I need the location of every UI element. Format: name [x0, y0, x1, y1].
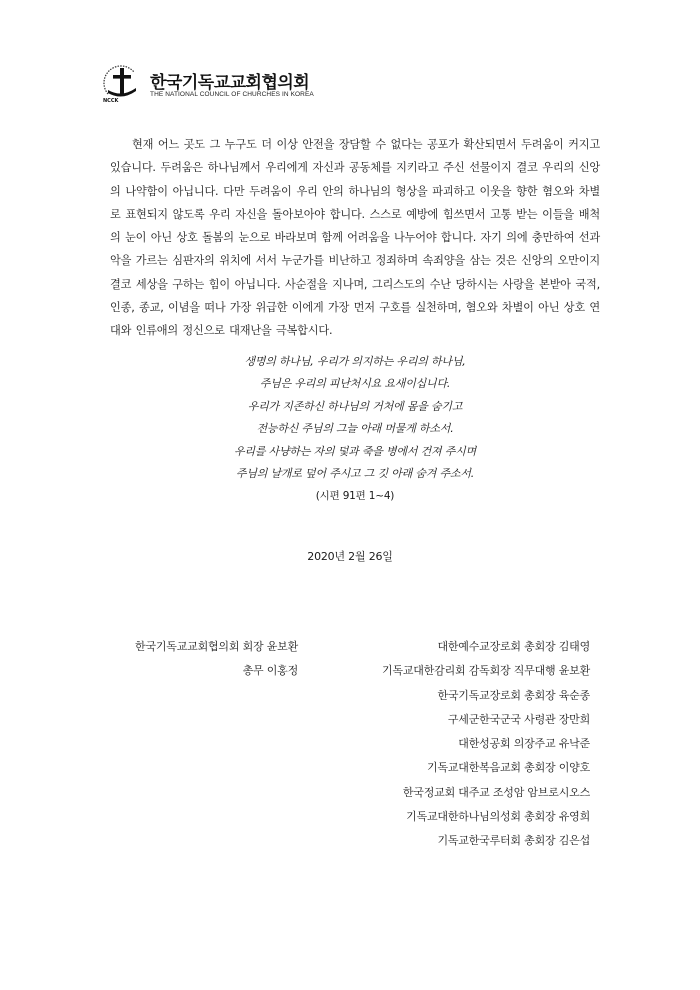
signatories-left-column [135, 638, 298, 687]
logo-text: NCCK [103, 98, 119, 104]
signatory: 한국정교회 대주교 조성암 암브로시오스 [402, 785, 590, 799]
statement-paragraph: 현재 어느 곳도 그 누구도 더 이상 안전을 장담할 수 없다는 공포가 확산되면서 두려움이 커지고 있습니다. 두려움은 하나님께서 우리에게 자신과 공동체를 지키라고 주신 선물이지 결코 우리의 신앙의 나약함이 아닙니다. 다만 두려움이 우리 안의 하나님의 형상을 파괴하고 이웃을 향한 혐오와 차별로 표현되지 않도록 우리 자신을 돌아보아야 합니다. 스스로 예방에 힘쓰면서 고통 받는 이들을 배척의 눈이 아닌 상호 돌봄의 눈으로 바라보며 함께 어려움을 나누어야 합니다. 자기 의에 충만하여 선과 악을 가르는 심판자의 위치에 서서 누군가를 비난하고 정죄하며 속죄양을 삼는 것은 신앙의 오만이지 결코 세상을 구하는 힘이 아닙니다. 사순절을 지나며, 그리스도의 수난 당하시는 사랑을 본받아 국적, 인종, 종교, 이념을 떠나 가장 위급한 이에게 가장 먼저 구호를 실천하며, 혐오와 차별이 아닌 상호 연대와 인류애의 정신으로 대재난을 극복합시다. [110, 138, 600, 338]
signatory: 총무 이홍정 [242, 664, 298, 678]
signatory: 기독교대한복음교회 총회장 이양호 [427, 761, 590, 775]
statement-date: 2020년 2월 26일 [307, 550, 393, 563]
signatory: 기독교한국루터회 총회장 김은섭 [437, 834, 590, 848]
scripture-line: 우리를 사냥하는 자의 덫과 죽을 병에서 건져 주시며 [233, 444, 477, 458]
scripture-line: 생명의 하나님, 우리가 의지하는 우리의 하나님, [244, 355, 466, 368]
org-name-english: THE NATIONAL COUNCIL OF CHURCHES IN KOREA [150, 91, 314, 98]
signatory: 한국기독교교회협의회 회장 윤보환 [135, 640, 298, 653]
signatory: 구세군한국군국 사령관 장만희 [447, 712, 590, 726]
signatory: 대한성공회 의장주교 유낙준 [458, 737, 590, 751]
scripture-line: 전능하신 주님의 그늘 아래 머물게 하소서. [256, 422, 454, 436]
scripture-quote [130, 351, 580, 508]
signatories-right-column [382, 638, 590, 857]
signatory: 기독교대한감리회 감독회장 직무대행 윤보환 [382, 664, 590, 678]
document-header [100, 64, 400, 104]
scripture-reference: (시편 91편 1~4) [315, 490, 395, 503]
org-name-korean: 한국기독교교회협의회 [150, 73, 310, 93]
scripture-line: 우리가 지존하신 하나님의 거처에 몸을 숨기고 [247, 399, 463, 413]
ncck-cross-logo-icon [100, 64, 144, 104]
scripture-line: 주님은 우리의 피난처시요 요새이십니다. [259, 377, 451, 391]
scripture-line: 주님의 날개로 덮어 주시고 그 깃 아래 숨겨 주소서. [235, 467, 475, 481]
signatory: 기독교대한하나님의성회 총회장 유영희 [406, 810, 590, 824]
signatory: 한국기독교장로회 총회장 육순종 [437, 688, 590, 702]
signatory: 대한예수교장로회 총회장 김태영 [437, 640, 590, 653]
